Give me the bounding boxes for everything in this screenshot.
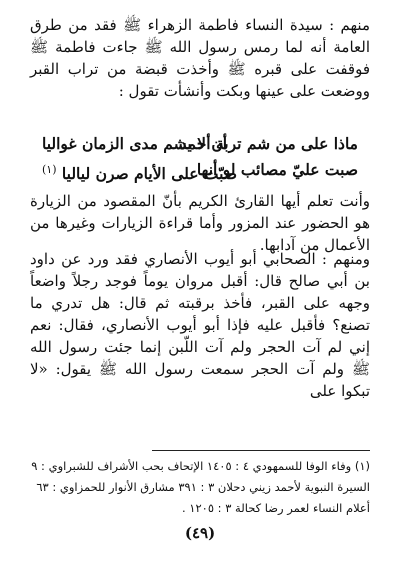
footnote-divider (152, 450, 370, 451)
poem-verse-1 (42, 133, 358, 155)
page-number: (٤٩) (184, 524, 216, 542)
verse-1-second-hemistich: أن لا يشم مدى الزمان غواليا (42, 134, 228, 153)
explanation-paragraph: وأنت تعلم أيها القارئ الكريم بأنّ المقصود من الزيارة هو الحضور عند المزور وأما قراءة الزيارات وغيرها من الأعمال من آدابها. (30, 192, 370, 254)
verse-2-second-hemistich-text: صبّت على الأيام صرن لياليا (61, 164, 237, 184)
verse-1-first-hemistich: ماذا على من شم تربة أحمد (179, 134, 358, 153)
footnote-line-2: السيرة النبوية لأحمد زيني دحلان ٣ : ٣٩١ مشارق الأنوار للحمزاوي : ٦٣ (36, 480, 370, 494)
footnote-line-1: (١) وفاء الوفا للسمهودي ٤ : ١٤٠٥ الإتحاف بحب الأشراف للشبراوي : ٩ (31, 459, 370, 473)
footnote-line-3: أعلام النساء لعمر رضا كحالة ٣ : ١٢٠٥ . (181, 501, 370, 515)
abu-ayyub-paragraph: ومنهم : الصحابي أبو أيوب الأنصاري فقد ورد عن داود بن أبي صالح قال: أقبل مروان يوماً فوجد رجلاً واضعاً وجهه على القبر، فأخذ برقبته ثم قال: هل تدري ما تصنع؟ فأقبل عليه فإذا أبو أيوب الأنصاري، فقال: نعم إني لم آت الحجر ولم آت اللّبن إنما جئت رسول الله ﷺ ولم آت الحجر سمعت رسول الله ﷺ يقول: «لا تبكوا على (30, 250, 370, 400)
footnotes (26, 456, 370, 519)
poem-verse-2 (42, 159, 358, 184)
intro-paragraph: منهم : سيدة النساء فاطمة الزهراء ﷺ فقد من طرق العامة أنه لما رمس رسول الله ﷺ جاءت فاطمة ﷺ فوقفت على قبره ﷺ وأخذت قبضة من تراب القبر ووضعت على عينها وبكت وأنشأت تقول : (30, 16, 370, 100)
verse-2-first-hemistich: صبت عليّ مصائب لو أنها (196, 160, 358, 179)
verse-2-second-hemistich (42, 159, 237, 185)
footnote-reference-mark[interactable]: (١) (42, 163, 57, 176)
